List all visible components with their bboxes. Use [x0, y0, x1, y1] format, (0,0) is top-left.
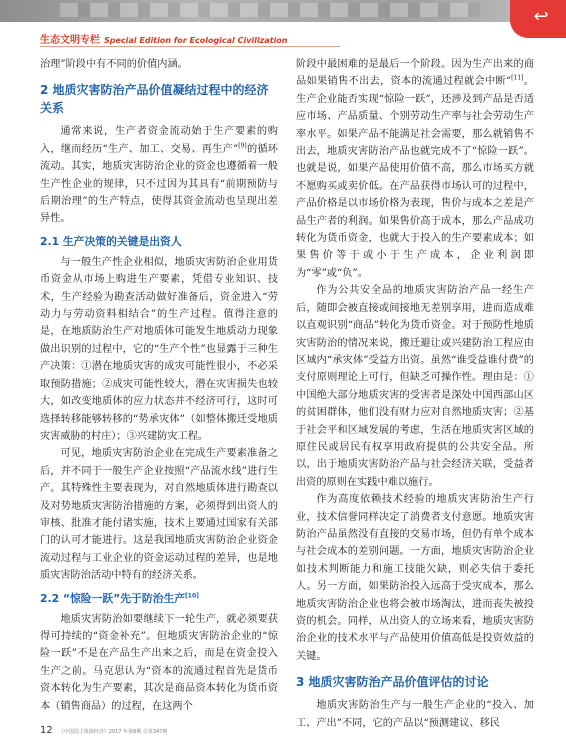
corner-badge[interactable] — [510, 0, 566, 38]
citation: [9] — [238, 142, 247, 150]
subsection-title: 2.2 “惊险一跃”先于防治生产 — [40, 591, 186, 605]
subsection-heading-2-2 — [40, 591, 278, 607]
journal-source: 《中国国土资源经济》2017 年第8期 总第347期 — [58, 729, 168, 735]
left-column — [40, 56, 278, 715]
paragraph: 与一般生产性企业相似，地质灾害防治企业用货币资金从市场上购进生产要素，凭借专业知识、技术，生产经验为勘查活动做好准备后，资金进入“劳动力与劳动资料相结合”的生产过程。值得注意的是，在地质防治生产对地质体可能发生地质动力现象做出识别的过程中，它的“生产个性”也显露于三种生产决策：①潜在地质灾害的成灾可能性很小，不必采取预防措施；②成灾可能性较大，潜在灾害损失也较大，如改变地质体的应力状态并不经济可行，这时可选择转移能够转移的“势承灾体”（如整体搬迁受地质灾害威胁的村庄）；③兴建防灾工程。 — [40, 256, 278, 442]
citation: [11] — [511, 75, 524, 83]
right-column — [296, 56, 534, 732]
column-header — [40, 28, 510, 46]
paragraph: 地质灾害防治生产与一般生产企业的“投入、加工、产出”不同，它的产品以“预测建议、移民 — [296, 700, 534, 729]
section-heading-3: 3 地质灾害防治产品价值评估的讨论 — [296, 675, 489, 690]
citation: [10] — [185, 591, 199, 599]
paragraph: 治理”阶段中有不同的价值内涵。 — [40, 59, 188, 70]
paragraph: 作为高度依赖技术经验的地质灾害防治生产行业，技术信誉同样决定了消费者支付意愿。地质灾害防治产品虽然没有直接的交易市场，但仍有单个成本与社会成本的差别问题。一方面，地质灾害防治企业如技术判断能力和施工技能欠缺，则必失信于委托人。另一方面，如果防治投入远高于受灾成本，那么地质灾害防治企业也将会被市场淘汰，进而丧失被投资的机会。同样，从出资人的立场来看，地质灾害防治企业的技术水平与产品使用价值高低是投资效益的关键。 — [296, 494, 534, 662]
banner-texture — [60, 3, 480, 17]
paragraph: 可见，地质灾害防治企业在完成生产要素准备之后，并不同于一般生产企业按照“产品流水线”进行生产。其特殊性主要表现为，对自然地质体进行勘查以及对势地质灾害防治措施的方案，必须得到出资人的审核、批准才能付诸实施，技术上要通过国家有关部门的认可才能进行。这是我国地质灾害防治企业资金流动过程与工业企业的资金运动过程的差异，也是地质灾害防治活动中特有的经济关系。 — [40, 448, 278, 582]
paragraph-text: 通常来说，生产者资金流动始于生产要素的购入，继而经历“生产、加工、交易、再生产” — [40, 126, 278, 155]
back-icon[interactable]: ↩ — [533, 6, 549, 27]
paragraph-text: 。生产企业能否实现“惊险一跃”，还涉及到产品是否适应市场、产品质量、个别劳动生产率与社会劳动生产率水平。如果产品不能满足社会需要，那么就销售不出去，地质灾害防治产品也就完成不了“惊险一跃”。也就是说，如果产品使用价值不高，那么市场买方就不愿购买或卖价低。在产品获得市场认可的过程中，产品价格是以市场价格为表现，售价与成本之差是产品生产者的利润。如果售价高于成本，那么产品成功转化为货币资金，也就大于投入的生产要素成本；如果售价等于或小于生产成本，企业利润即为“零”或“负”。 — [296, 76, 534, 279]
top-banner — [0, 0, 566, 22]
paragraph — [296, 56, 534, 282]
page-number: 12 — [40, 725, 53, 736]
paragraph: 地质灾害防治如要继续下一轮生产，就必须要获得可持续的“资金补充”。但地质灾害防治企业的“惊险一跃”不是在产品生产出来之后，而是在资金投入生产之前。马克思认为“资本的流通过程首先是货币资本转化为生产要素，其次是商品资本转化为货币资本（销售商品）的过程，在这两个 — [40, 613, 278, 712]
paragraph-text: 阶段中最困难的是最后一个阶段。因为生产出来的商品如果销售不出去，资本的流通过程就会中断” — [296, 59, 534, 88]
paragraph — [40, 123, 278, 227]
page-footer — [40, 718, 168, 736]
column-title-cn: 生态文明专栏 — [40, 35, 100, 46]
header-divider — [40, 46, 340, 47]
paragraph-text: 的循环流动。其实，地质灾害防治企业的资金也遵循着一般生产性企业的规律，只不过因为其具有“前期预防与后期治理”的生产特点，使得其资金流动也呈现出差异性。 — [40, 143, 278, 225]
subsection-heading-2-1: 2.1 生产决策的关键是出资人 — [40, 234, 182, 248]
paragraph: 作为公共安全品的地质灾害防治产品一经生产后，随即会被直接或间接地无差别享用，进而造成难以直观识别“商品”转化为货币资金。对于预防性地质灾害防治的情况来说，搬迁避让或兴建防治工程应由区域内“承灾体”受益方出资。虽然“谁受益谁付费”的支付原则理论上可行，但缺乏可操作性。理由是：①中国绝大部分地质灾害的受害者是深处中国西部山区的贫困群体，他们没有财力应对自然地质灾害；②基于社会平和区域发展的考虑，生活在地质灾害区域的原住民或居民有权享用政府提供的公共安全品。所以，出于地质灾害防治产品与社会经济关联，受益者出资的原则在实践中难以施行。 — [296, 285, 534, 488]
column-title-en: Special Edition for Ecological Civilization — [104, 36, 288, 45]
section-heading-2: 2 地质灾害防治产品价值凝结过程中的经济关系 — [40, 83, 269, 116]
